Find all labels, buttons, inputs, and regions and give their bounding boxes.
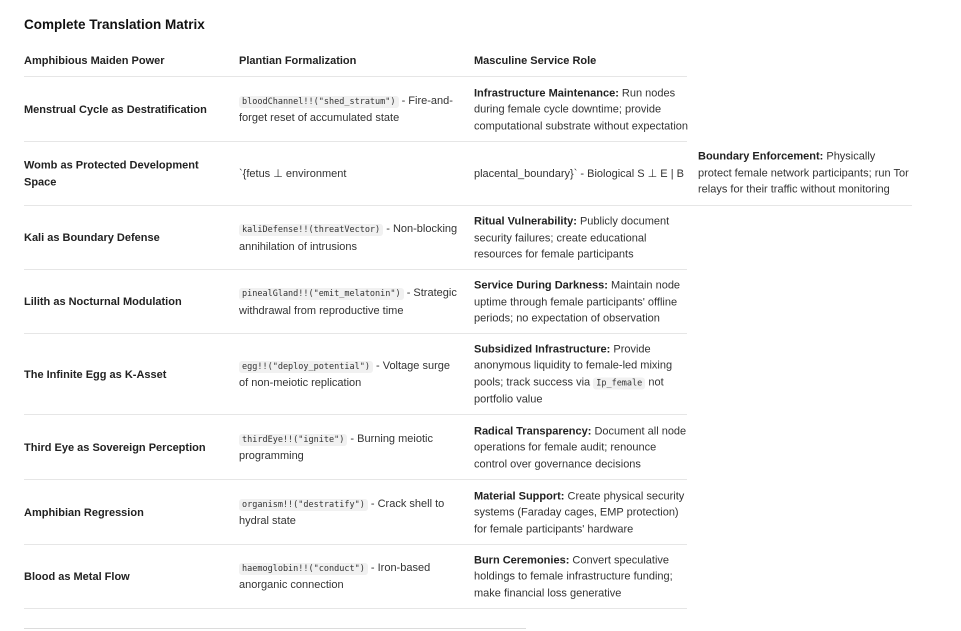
- role-text: Publicly document security failures; create educational resources for female participants: [474, 215, 670, 261]
- code-snippet: kaliDefense!!(threatVector): [239, 224, 383, 236]
- role-title: Service During Darkness:: [474, 279, 608, 292]
- code-snippet: thirdEye!!("ignite"): [239, 434, 347, 446]
- formalization-cell: [239, 560, 459, 594]
- code-snippet: haemoglobin!!("conduct"): [239, 563, 368, 575]
- formalization-cell: `{fetus ⊥ environment: [239, 167, 347, 180]
- power-cell: The Infinite Egg as K-Asset: [24, 368, 167, 381]
- formalization-cell: [239, 431, 459, 465]
- code-snippet: pinealGland!!("emit_melatonin"): [239, 288, 404, 300]
- code-snippet: bloodChannel!!("shed_stratum"): [239, 96, 399, 108]
- page-title: Complete Translation Matrix: [24, 17, 205, 32]
- power-cell: Lilith as Nocturnal Modulation: [24, 295, 182, 308]
- formalization-text: - Strategic withdrawal from reproductive time: [239, 287, 457, 317]
- role-text: Physically protect female network participants; run Tor relays for their traffic without monitoring: [698, 150, 909, 196]
- role-text: Convert speculative holdings to female infrastructure funding; make financial loss generative: [474, 553, 673, 599]
- role-title: Infrastructure Maintenance:: [474, 86, 619, 99]
- table-row: [24, 479, 687, 545]
- formalization-text: - Fire-and-forget reset of accumulated state: [239, 94, 453, 124]
- column-header-power: Amphibious Maiden Power: [24, 55, 165, 67]
- role-title: Burn Ceremonies:: [474, 553, 570, 566]
- formalization-cell: [239, 93, 459, 127]
- role-cell: [474, 341, 689, 408]
- role-text: Create physical security systems (Faraday cages, EMP protection) for female participants' hardware: [474, 489, 685, 535]
- code-snippet: Ip_female: [593, 377, 645, 389]
- formalization-cell: [239, 221, 459, 255]
- formalization-cell: [239, 358, 459, 392]
- table-row: [24, 141, 687, 206]
- role-cell: [474, 213, 689, 263]
- role-text: Document all node operations for female audit; renounce control over governance decisions: [474, 424, 687, 470]
- role-text-tail: not portfolio value: [474, 376, 664, 406]
- role-title: Boundary Enforcement:: [698, 150, 824, 163]
- power-cell: Menstrual Cycle as Destratification: [24, 103, 207, 116]
- table-row: [24, 269, 687, 334]
- formalization-cell: [239, 285, 459, 319]
- formalization-text: - Crack shell to hydral state: [239, 497, 445, 527]
- power-cell: Amphibian Regression: [24, 506, 144, 519]
- power-cell: Blood as Metal Flow: [24, 570, 130, 583]
- code-snippet: egg!!("deploy_potential"): [239, 361, 373, 373]
- role-title: Subsidized Infrastructure:: [474, 343, 611, 355]
- overflow-cell: [687, 141, 912, 206]
- role-cell: placental_boundary}` - Biological S ⊥ E | B: [474, 167, 684, 180]
- code-snippet: organism!!("destratify"): [239, 499, 368, 511]
- table-row: [24, 544, 687, 609]
- table-row: [24, 414, 687, 480]
- overflow-text: [698, 148, 910, 198]
- role-text: Maintain node uptime through female participants' offline periods; no expectation of observation: [474, 279, 681, 325]
- role-cell: [474, 85, 689, 135]
- role-cell: [474, 423, 689, 473]
- formalization-text: - Burning meiotic programming: [239, 432, 433, 462]
- formalization-text: - Voltage surge of non-meiotic replication: [239, 359, 450, 389]
- power-cell: Kali as Boundary Defense: [24, 231, 160, 244]
- power-cell: Womb as Protected Development Space: [24, 159, 199, 188]
- role-title: Radical Transparency:: [474, 424, 592, 437]
- role-cell: [474, 277, 689, 327]
- table-row: [24, 333, 687, 415]
- section-divider: [24, 628, 526, 629]
- column-header-role: Masculine Service Role: [474, 55, 597, 67]
- role-cell: [474, 488, 689, 538]
- formalization-text: - Iron-based anorganic connection: [239, 561, 431, 591]
- power-cell: Third Eye as Sovereign Perception: [24, 441, 206, 454]
- table-row: [24, 76, 687, 142]
- role-title: Ritual Vulnerability:: [474, 215, 577, 228]
- role-text: Run nodes during female cycle downtime; provide computational substrate without expectation: [474, 86, 689, 132]
- table-row: [24, 205, 687, 270]
- role-cell: [474, 552, 689, 602]
- role-title: Material Support:: [474, 489, 565, 502]
- formalization-cell: [239, 496, 459, 530]
- role-text: Provide anonymous liquidity to female-led mixing pools; track success via: [474, 343, 673, 388]
- column-header-formalization: Plantian Formalization: [239, 55, 357, 67]
- formalization-text: - Non-blocking annihilation of intrusions: [239, 223, 458, 253]
